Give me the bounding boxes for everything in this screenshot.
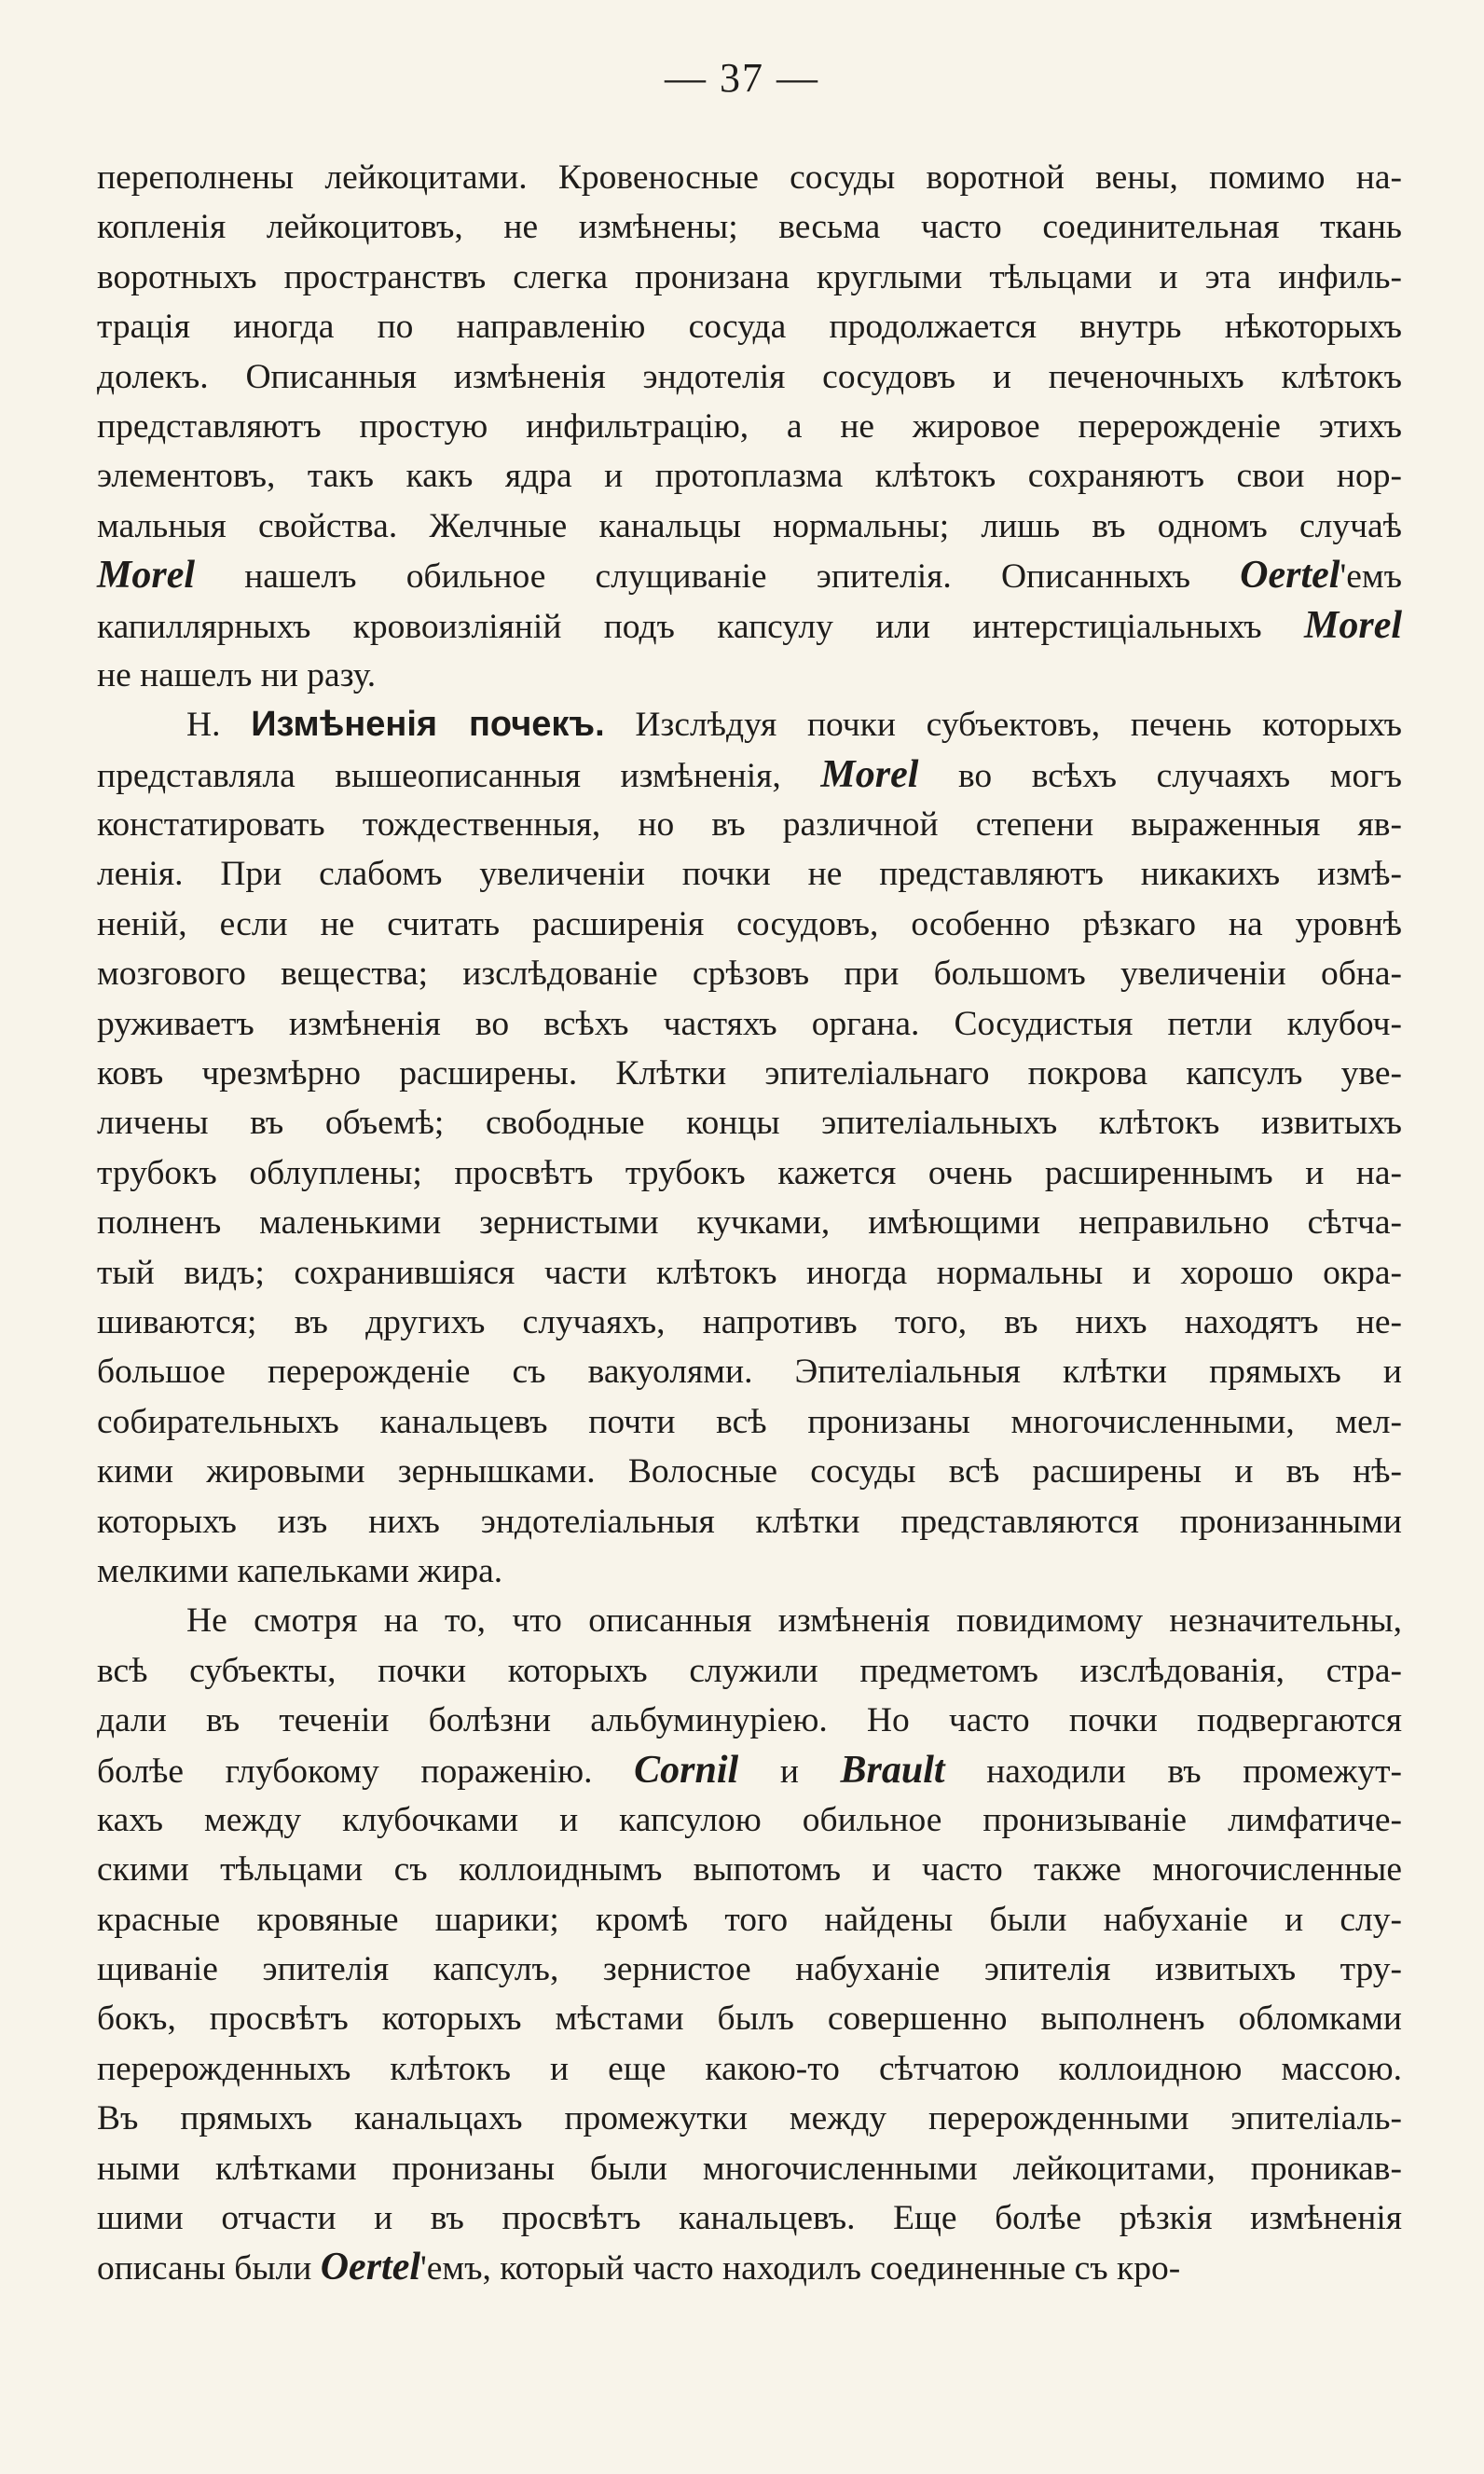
- text-run: 'емъ, который часто находилъ соединенные съ кро-: [420, 2249, 1181, 2288]
- text-run: болѣе глубокому пораженію.: [97, 1752, 635, 1791]
- text-run: кими жировыми зернышками. Волосные сосуды всѣ расширены и въ нѣ-: [97, 1452, 1402, 1491]
- text-line: [97, 1895, 1402, 1945]
- text-line: [97, 999, 1402, 1049]
- text-line: [97, 1298, 1402, 1347]
- text-run: мелкими капельками жира.: [97, 1551, 503, 1590]
- text-line: [97, 1546, 1402, 1596]
- text-run: копленія лейкоцитовъ, не измѣнены; весьма часто соединительная ткань: [97, 208, 1402, 247]
- text-line: [97, 1646, 1402, 1696]
- text-line: [97, 352, 1402, 402]
- text-line: [97, 2243, 1402, 2292]
- text-line: [97, 1148, 1402, 1198]
- text-line: [97, 1596, 1402, 1645]
- text-run: Н.: [186, 706, 252, 745]
- text-line: [97, 302, 1402, 351]
- text-line: [97, 1198, 1402, 1247]
- text-line: [97, 651, 1402, 700]
- text-run: скими тѣльцами съ коллоиднымъ выпотомъ и часто также многочисленные: [97, 1850, 1402, 1890]
- text-line: [97, 1696, 1402, 1745]
- text-run: собирательныхъ канальцевъ почти всѣ пронизаны многочисленными, мел-: [97, 1402, 1402, 1441]
- author-name: Oertel: [320, 2246, 421, 2289]
- text-line: [97, 700, 1402, 749]
- text-run: которыхъ изъ нихъ эндотеліальныя клѣтки представляются пронизанными: [97, 1502, 1402, 1541]
- text-line: [97, 402, 1402, 451]
- text-line: [97, 1098, 1402, 1148]
- text-run: шими отчасти и въ просвѣтъ канальцевъ. Еще болѣе рѣзкія измѣненія: [97, 2199, 1402, 2238]
- text-line: [97, 949, 1402, 998]
- text-line: [97, 2094, 1402, 2143]
- text-run: тый видъ; сохранившіяся части клѣтокъ иногда нормальны и хорошо окра-: [97, 1253, 1402, 1292]
- text-line: [97, 1049, 1402, 1098]
- text-line: [97, 1347, 1402, 1396]
- page-number: — 37 —: [665, 55, 819, 101]
- text-line: [97, 1497, 1402, 1546]
- text-line: [97, 900, 1402, 949]
- text-run: полненъ маленькими зернистыми кучками, имѣющими неправильно сѣтча-: [97, 1203, 1402, 1243]
- text-run: шиваются; въ другихъ случаяхъ, напротивъ того, въ нихъ находятъ не-: [97, 1302, 1402, 1341]
- text-run: бокъ, просвѣтъ которыхъ мѣстами былъ совершенно выполненъ обломками: [97, 2000, 1402, 2039]
- text-line: [97, 451, 1402, 501]
- text-line: [97, 800, 1402, 849]
- text-line: [97, 1746, 1402, 1795]
- text-run: кахъ между клубочками и капсулою обильное пронизываніе лимфатиче-: [97, 1800, 1402, 1839]
- text-line: [97, 253, 1402, 302]
- text-run: Въ прямыхъ канальцахъ промежутки между перерожденными эпителіаль-: [97, 2099, 1402, 2138]
- text-line: [97, 202, 1402, 252]
- text-run: дали въ теченіи болѣзни альбуминуріею. Но часто почки подвергаются: [97, 1701, 1402, 1740]
- text-line: [97, 750, 1402, 800]
- text-run: трубокъ облуплены; просвѣтъ трубокъ кажется очень расширеннымъ и на-: [97, 1153, 1402, 1192]
- text-run: переполнены лейкоцитами. Кровеносные сосуды воротной вены, помимо на-: [97, 158, 1402, 197]
- text-line: [97, 551, 1402, 600]
- text-run: неній, если не считать расширенія сосудовъ, особенно рѣзкаго на уровнѣ: [97, 904, 1402, 943]
- text-run: воротныхъ пространствъ слегка пронизана круглыми тѣльцами и эта инфиль-: [97, 257, 1402, 296]
- text-line: [97, 1945, 1402, 1994]
- author-name: Cornil: [634, 1748, 739, 1792]
- text-run: элементовъ, такъ какъ ядра и протоплазма клѣтокъ сохраняютъ свои нор-: [97, 457, 1402, 496]
- text-line: [97, 1994, 1402, 2043]
- text-run: руживаетъ измѣненія во всѣхъ частяхъ органа. Сосудистыя петли клубоч-: [97, 1004, 1402, 1043]
- text-run: описаны были: [97, 2249, 321, 2288]
- section-heading: Измѣненія почекъ.: [251, 705, 605, 745]
- text-run: находили въ промежут-: [944, 1752, 1403, 1791]
- text-run: во всѣхъ случаяхъ могъ: [918, 756, 1402, 795]
- text-line: [97, 1795, 1402, 1845]
- text-run: Не смотря на то, что описанныя измѣненія повидимому незначительны,: [186, 1601, 1402, 1641]
- text-line: [97, 2193, 1402, 2243]
- text-run: трація иногда по направленію сосуда продолжается внутрь нѣкоторыхъ: [97, 308, 1402, 347]
- author-name: Oertel: [1240, 554, 1340, 598]
- text-line: [97, 849, 1402, 899]
- text-run: красные кровяные шарики; кромѣ того найдены были набуханіе и слу-: [97, 1900, 1402, 1939]
- text-run: капиллярныхъ кровоизліяній подъ капсулу или интерстиціальныхъ: [97, 607, 1304, 646]
- text-run: долекъ. Описанныя измѣненія эндотелія сосудовъ и печеночныхъ клѣтокъ: [97, 357, 1402, 396]
- author-name: Morel: [97, 554, 195, 598]
- text-run: и: [738, 1752, 841, 1791]
- text-line: [97, 502, 1402, 551]
- author-name: Brault: [840, 1748, 945, 1792]
- text-run: нашелъ обильное слущиваніе эпителія. Описанныхъ: [195, 557, 1241, 597]
- text-run: мальныя свойства. Желчные канальцы нормальны; лишь въ одномъ случаѣ: [97, 506, 1402, 545]
- text-run: не нашелъ ни разу.: [97, 655, 377, 694]
- text-run: мозгового вещества; изслѣдованіе срѣзовъ при большомъ увеличеніи обна-: [97, 955, 1402, 994]
- text-run: щиваніе эпителія капсулъ, зернистое набуханіе эпителія извитыхъ тру-: [97, 1950, 1402, 1989]
- text-line: [97, 601, 1402, 651]
- text-run: личены въ объемѣ; свободные концы эпителіальныхъ клѣтокъ извитыхъ: [97, 1104, 1402, 1143]
- text-line: [97, 153, 1402, 202]
- text-run: ленія. При слабомъ увеличеніи почки не представляютъ никакихъ измѣ-: [97, 855, 1402, 894]
- text-line: [97, 1248, 1402, 1298]
- text-run: всѣ субъекты, почки которыхъ служили предметомъ изслѣдованія, стра-: [97, 1651, 1402, 1690]
- text-line: [97, 1397, 1402, 1447]
- text-line: [97, 1447, 1402, 1496]
- text-run: ными клѣтками пронизаны были многочисленными лейкоцитами, проникав-: [97, 2149, 1402, 2188]
- author-name: Morel: [1304, 603, 1402, 647]
- text-run: констатировать тождественныя, но въ различной степени выраженныя яв-: [97, 805, 1402, 845]
- text-line: [97, 2044, 1402, 2094]
- author-name: Morel: [820, 752, 919, 796]
- text-line: [97, 2144, 1402, 2193]
- text-run: перерожденныхъ клѣтокъ и еще какою-то сѣтчатою коллоидною массою.: [97, 2049, 1402, 2088]
- text-run: Изслѣдуя почки субъектовъ, печень которыхъ: [604, 706, 1402, 745]
- text-run: большое перерожденіе съ вакуолями. Эпителіальныя клѣтки прямыхъ и: [97, 1353, 1402, 1392]
- text-run: представляютъ простую инфильтрацію, а не жировое перерожденіе этихъ: [97, 406, 1402, 446]
- text-run: ковъ чрезмѣрно расширены. Клѣтки эпителіальнаго покрова капсулъ уве-: [97, 1054, 1402, 1093]
- text-run: представляла вышеописанныя измѣненія,: [97, 756, 821, 795]
- text-run: 'емъ: [1340, 557, 1402, 597]
- text-line: [97, 1845, 1402, 1894]
- body-text: [97, 153, 1402, 2293]
